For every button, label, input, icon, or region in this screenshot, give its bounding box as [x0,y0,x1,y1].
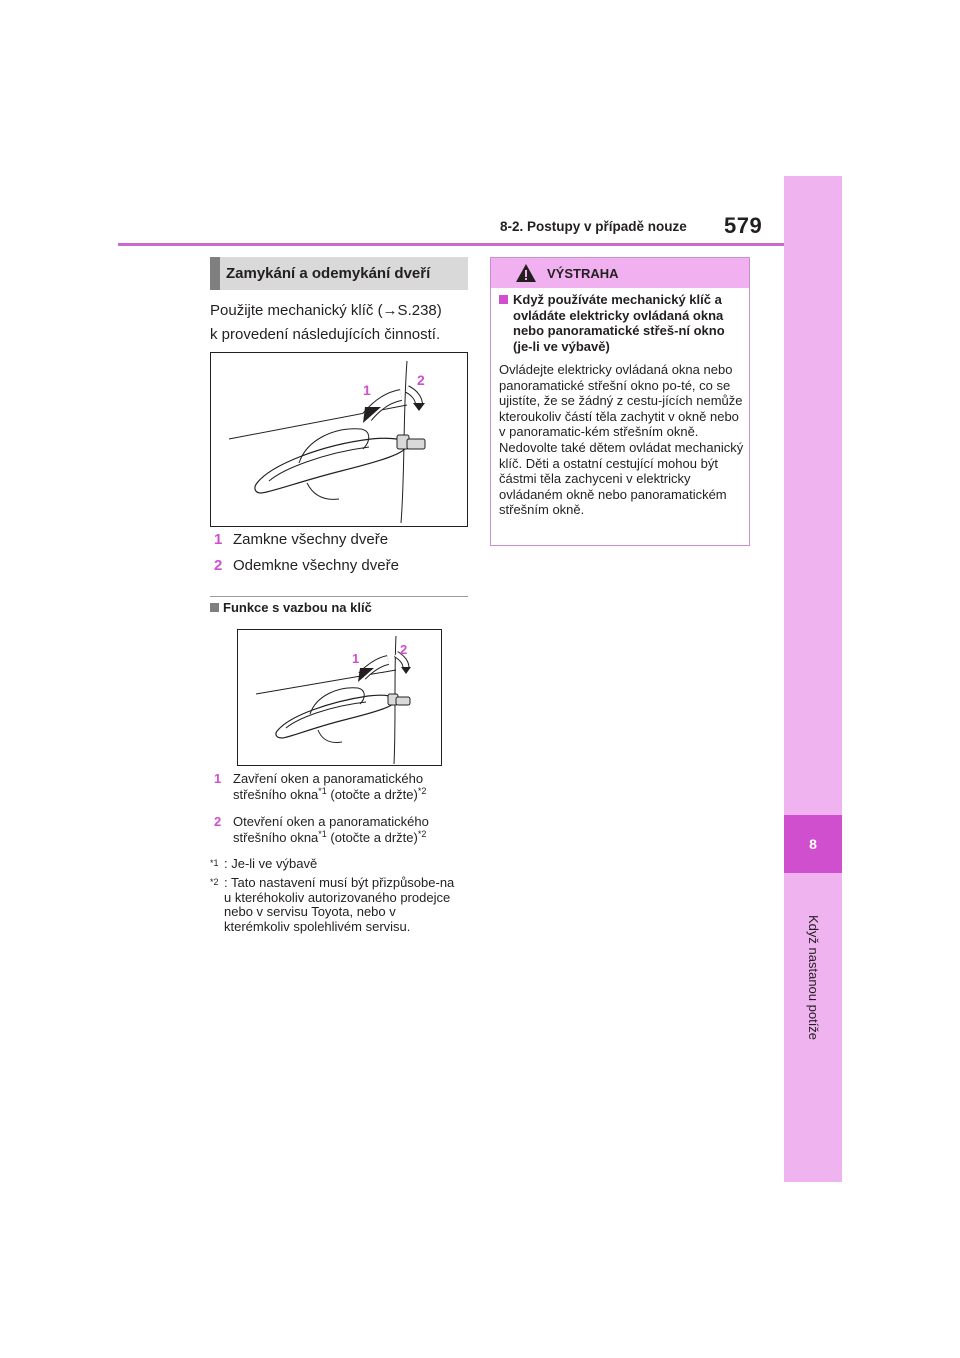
item-text: Zamkne všechny dveře [233,531,389,548]
figure1-label-1: 1 [363,382,371,398]
warning-triangle-icon [515,263,537,283]
chapter-number: 8 [784,815,842,873]
warning-subtitle [499,292,745,354]
list-item [214,814,464,846]
intro-line-1: Použijte mechanický klíč (→S.238) [210,302,442,319]
item-text: (otočte a držte) [326,787,418,802]
header-rule [118,243,784,246]
door-handle-figure-1 [210,352,468,527]
footnote: *2 : Tato nastavení musí být přizpůsobe-na u kteréhokoliv autorizovaného prodejce nebo v servisu Toyota, nebo v kterémkoliv spolehlivém servisu. [210,876,470,934]
footnote: *1 : Je-li ve výbavě [210,857,470,872]
footnote-ref: *2 [417,829,427,839]
list-item [214,771,464,803]
page-number: 579 [724,213,763,238]
warning-subtitle-text: Když používáte mechanický klíč a ovládáte elektricky ovládaná okna nebo panoramatické střeš-ní okno (je-li ve výbavě) [513,292,725,354]
footnote-ref: *2 [417,786,427,796]
section-header: 8-2. Postupy v případě nouze [500,219,687,234]
item-text: Odemkne všechny dveře [233,557,399,574]
item-text: (otočte a držte) [326,830,418,845]
chapter-title: Když nastanou potíže [806,915,821,1041]
item-text: střešního okna [233,830,319,845]
figure2-label-2: 2 [400,642,408,657]
footnote-text: : Tato nastavení musí být přizpůsobe-na u kteréhokoliv autorizovaného prodejce nebo v servisu Toyota, nebo v kterémkoliv spolehlivém servisu. [224,875,455,934]
list-item [214,557,399,574]
warning-body: Ovládejte elektricky ovládaná okna nebo panoramatické střešní okno po-té, co se ujistíte, že se žádný z cestu-jících nemůže kteroukoliv částí těla zachytit v okně nebo v panoramatic-kém střešním okně. Nedovolte také dětem ovládat mechanický klíč. Děti a ostatní cestující mohou být částmi těla zachyceni v elektricky ovládaném okně nebo panoramatickém střešním okně. [499,362,744,518]
item-number: 1 [214,531,223,548]
intro-line-2: k provedení následujících činností. [210,326,441,343]
section-title: Zamykání a odemykání dveří [210,257,468,290]
intro-text [210,299,472,347]
item-text: Otevření oken a panoramatického [233,814,429,829]
subsection-title [210,600,372,615]
footnote-ref: *1 [318,786,327,796]
warning-header [491,258,749,288]
list-item [214,531,388,548]
bullet-square-icon [210,603,219,612]
figure2-label-1: 1 [352,651,360,666]
warning-title: VÝSTRAHA [547,265,619,281]
subsection-title-text: Funkce s vazbou na klíč [223,600,372,615]
item-number: 2 [214,814,222,829]
door-handle-illustration [211,353,467,526]
item-text: střešního okna [233,787,319,802]
bullet-square-icon [499,295,508,304]
item-number: 2 [214,557,223,574]
item-text: Zavření oken a panoramatického [233,771,424,786]
divider [210,596,468,597]
footnote-ref: *1 [318,829,327,839]
footnote-text: : Je-li ve výbavě [224,856,318,871]
warning-box [490,257,750,546]
item-number: 1 [214,771,222,786]
door-handle-figure-2 [237,629,442,766]
figure1-label-2: 2 [417,372,425,388]
door-handle-illustration [238,630,441,765]
